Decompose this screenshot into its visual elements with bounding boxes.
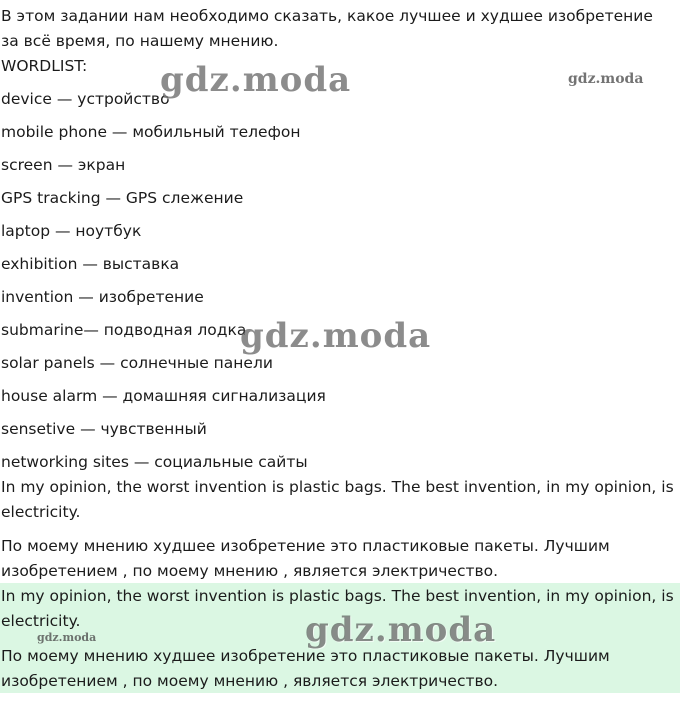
wordlist-item: mobile phone — мобильный телефон — [1, 123, 301, 141]
wordlist-item: GPS tracking — GPS слежение — [1, 189, 244, 207]
wordlist — [0, 87, 326, 483]
wordlist-item: exhibition — выставка — [1, 255, 180, 273]
wordlist-item: screen — экран — [1, 156, 126, 174]
wordlist-item: networking sites — социальные сайты — [1, 453, 308, 471]
wordlist-item: invention — изобретение — [1, 288, 204, 306]
wordlist-item: device — устройство — [1, 90, 170, 108]
wordlist-item: submarine— подводная лодка — [1, 321, 247, 339]
answer-english: In my opinion, the worst invention is plastic bags. The best invention, in my opinion, is electricity. — [1, 478, 674, 521]
watermark: gdz.moda — [305, 610, 497, 650]
watermark: gdz.moda — [240, 316, 432, 356]
highlighted-answer-english: In my opinion, the worst invention is plastic bags. The best invention, in my opinion, is electricity. — [1, 587, 674, 630]
wordlist-item: house alarm — домашняя сигнализация — [1, 387, 326, 405]
wordlist-title: WORDLIST: — [1, 57, 88, 75]
wordlist-item: sensetive — чувственный — [1, 420, 207, 438]
wordlist-item: solar panels — солнечные панели — [1, 354, 273, 372]
highlighted-answer-russian: По моему мнению худшее изобретение это пластиковые пакеты. Лучшим изобретением , по моему мнению , является электричество. — [1, 647, 610, 690]
intro-text: В этом задании нам необходимо сказать, какое лучшее и худшее изобретение за всё время, по нашему мнению. — [1, 7, 653, 50]
answer-russian: По моему мнению худшее изобретение это пластиковые пакеты. Лучшим изобретением , по моему мнению , является электричество. — [1, 537, 610, 580]
watermark: gdz.moda — [568, 71, 644, 87]
watermark: gdz.moda — [37, 631, 97, 644]
watermark: gdz.moda — [160, 60, 352, 100]
wordlist-item: laptop — ноутбук — [1, 222, 142, 240]
